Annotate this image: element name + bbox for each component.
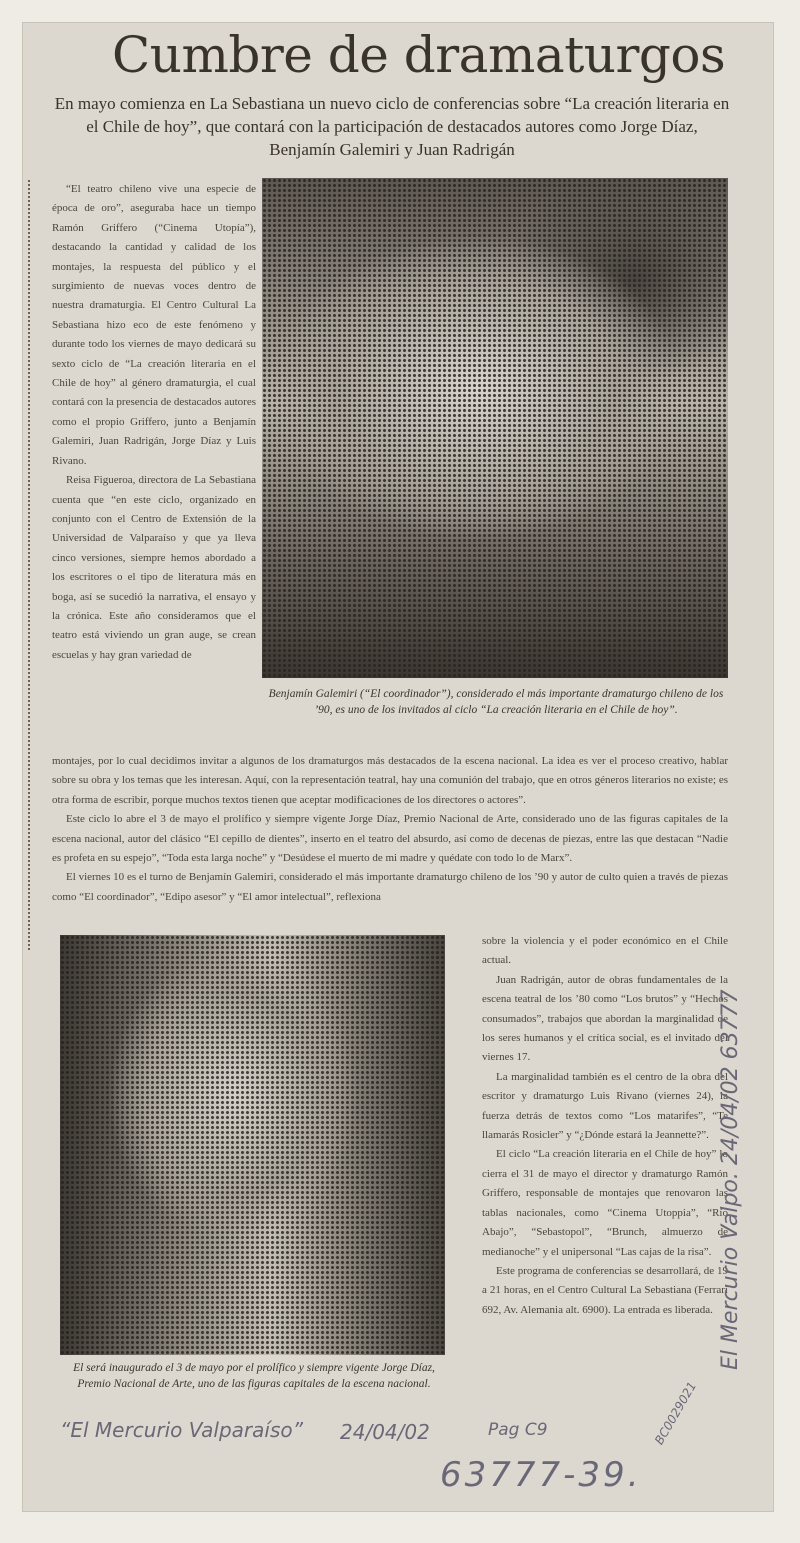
paragraph: Juan Radrigán, autor de obras fundamentales de la escena teatral de los ’80 como “Los brutos” y “Hechos consumados”, trabajos que abordan la marginalidad de los seres humanos y el crítica social, es el invitado del viernes 17. [482, 973, 728, 1064]
deck: En mayo comienza en La Sebastiana un nuevo ciclo de conferencias sobre “La creación literaria en el Chile de hoy”, que contará con la participación de destacados autores como Jorge Díaz, Benjamín Galemiri y Juan Radrigán [54, 94, 730, 159]
column-left [52, 180, 256, 750]
photo-jorge-diaz [60, 935, 445, 1355]
paragraph: Este programa de conferencias se desarrollará, de 19 a 21 horas, en el Centro Cultural La Sebastiana (Ferrari 692, Av. Alemania alt. 6900). La entrada es liberada. [482, 1264, 728, 1316]
caption-photo-2: El será inaugurado el 3 de mayo por el prolífico y siempre vigente Jorge Díaz, Premio Nacional de Arte, uno de las figuras capitales de la escena nacional. [73, 1362, 435, 1390]
handwritten-catalog-number: 63777-39. [440, 1455, 642, 1495]
column-full [52, 752, 728, 932]
paragraph: Reisa Figueroa, directora de La Sebastiana cuenta que “en este ciclo, organizado en conjunto con el Centro de Extensión de la Universidad de Valparaíso y que ya lleva cinco versiones, siempre hemos abordado a los escritores o el tipo de literatura más en boga, así se sucedió la narrativa, el ensayo y la crónica. Este año consideramos que el teatro está viviendo un gran auge, se crean escuelas y hay gran variedad de [52, 474, 256, 661]
column-rule [28, 180, 31, 950]
paragraph: El ciclo “La creación literaria en el Chile de hoy” lo cierra el 31 de mayo el director y dramaturgo Ramón Griffero, responsable de montajes que renovaron las tablas nacionales, como “Cinema Utoppia”, “Río Abajo”, “Sebastopol”, “Brunch, almuerzo de medianoche” y el unipersonal “Las cajas de la risa”. [482, 1148, 728, 1258]
handwritten-source: “El Mercurio Valparaíso” [60, 1418, 303, 1442]
paragraph: “El teatro chileno vive una especie de época de oro”, aseguraba hace un tiempo Ramón Griffero (“Cinema Utopía”), destacando la cantidad y calidad de los montajes, la respuesta del público y el surgimiento de nuevas voces dentro de nuestra dramaturgia. El Centro Cultural La Sebastiana hizo eco de este fenómeno y durante todo los viernes de mayo dedicará su sexto ciclo de “La creación literaria en el Chile de hoy” al género dramaturgia, el cual contará con la presencia de destacados autores como el propio Griffero, junto a Benjamín Galemiri, Juan Radrigán, Jorge Díaz y Luis Rivano. [52, 183, 256, 467]
paragraph: montajes, por lo cual decidimos invitar a algunos de los dramaturgos más destacados de la escena nacional. La idea es ver el proceso creativo, hablar sobre su obra y los temas que les interesan. Aquí, con la representación teatral, hay una comunión del trabajo, que en otros géneros literarios no existe; es otra forma de escribir, porque muchos textos tienen que aceptar modificaciones de los directores o actores”. [52, 755, 728, 806]
handwritten-margin-note: El Mercurio Valpo. 24/04/02 63777 [718, 989, 743, 1370]
caption-photo-1: Benjamín Galemiri (“El coordinador”), considerado el más importante dramaturgo chileno de los ’90, es uno de los invitados al ciclo “La creación literaria en el Chile de hoy”. [268, 688, 724, 716]
paragraph: El viernes 10 es el turno de Benjamín Galemiri, considerado el más importante dramaturgo chileno de los ’90 y autor de culto quien a través de piezas como “El coordinador”, “Edipo asesor” y “El amor intelectual”, reflexiona [52, 871, 728, 903]
headline: Cumbre de dramaturgos [112, 26, 726, 84]
handwritten-page: Pag C9 [488, 1420, 548, 1440]
paragraph: sobre la violencia y el poder económico en el Chile actual. [482, 935, 728, 967]
column-right [482, 932, 728, 1402]
stamp-code: BC0029021 [652, 1379, 700, 1447]
handwritten-date: 24/04/02 [340, 1420, 430, 1444]
paragraph: Este ciclo lo abre el 3 de mayo el prolífico y siempre vigente Jorge Díaz, Premio Nacional de Arte, considerado uno de las figuras capitales de la escena nacional, autor del clásico “El cepillo de dientes”, inserto en el teatro del absurdo, así como de decenas de piezas, entre las que destacan “Nadie es profeta en su espejo”, “Toda esta larga noche” y “Desúdese el muerto de mi madre y quédate con todo lo de Marx”. [52, 813, 728, 865]
paragraph: La marginalidad también es el centro de la obra del escritor y dramaturgo Luis Rivano (viernes 24), la fuerza detrás de textos como “Los matarifes”, “Te llamarás Rosicler” y “¿Dónde estará la Jeannette?”. [482, 1070, 728, 1142]
photo-galemiri [262, 178, 728, 678]
